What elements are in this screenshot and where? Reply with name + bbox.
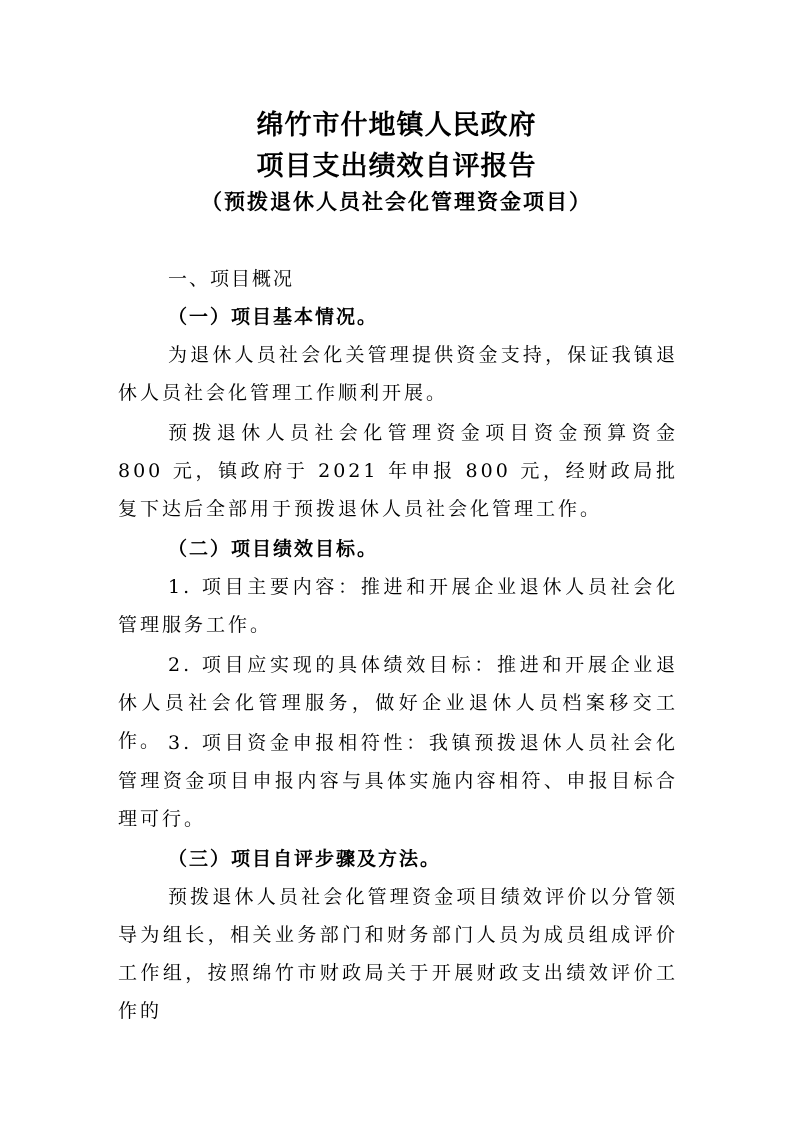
subsection-heading-goals: （二）项目绩效目标。 bbox=[168, 538, 379, 560]
section-heading-overview: 一、项目概况 bbox=[168, 268, 295, 290]
paragraph-budget: 预拨退休人员社会化管理资金项目资金预算资金 800 元，镇政府于 2021 年申报 800 元，经财政局批复下达后全部用于预拨退休人员社会化管理工作。 bbox=[118, 422, 678, 520]
subsection-heading-basic-info: （一）项目基本情况。 bbox=[168, 306, 379, 328]
paragraph-purpose: 为退休人员社会化关管理提供资金支持，保证我镇退休人员社会化管理工作顺利开展。 bbox=[118, 344, 678, 404]
paragraph-performance-goal: 2. 项目应实现的具体绩效目标：推进和开展企业退休人员社会化管理服务，做好企业退休人员档案移交工作。 bbox=[118, 654, 678, 752]
subsection-heading-method: （三）项目自评步骤及方法。 bbox=[168, 848, 442, 870]
document-subtitle: 项目支出绩效自评报告 bbox=[256, 151, 537, 182]
document-title: 绵竹市什地镇人民政府 bbox=[256, 110, 537, 141]
paragraph-compliance: 3. 项目资金申报相符性：我镇预拨退休人员社会化管理资金项目申报内容与具体实施内容相符、申报目标合理可行。 bbox=[118, 732, 678, 830]
paragraph-method: 预拨退休人员社会化管理资金项目绩效评价以分管领导为组长，相关业务部门和财务部门人员为成员组成评价工作组，按照绵竹市财政局关于开展财政支出绩效评价工作的 bbox=[118, 886, 678, 1022]
paragraph-main-content: 1. 项目主要内容：推进和开展企业退休人员社会化管理服务工作。 bbox=[118, 576, 678, 636]
document-project-name: （预拨退休人员社会化管理资金项目） bbox=[201, 190, 592, 214]
